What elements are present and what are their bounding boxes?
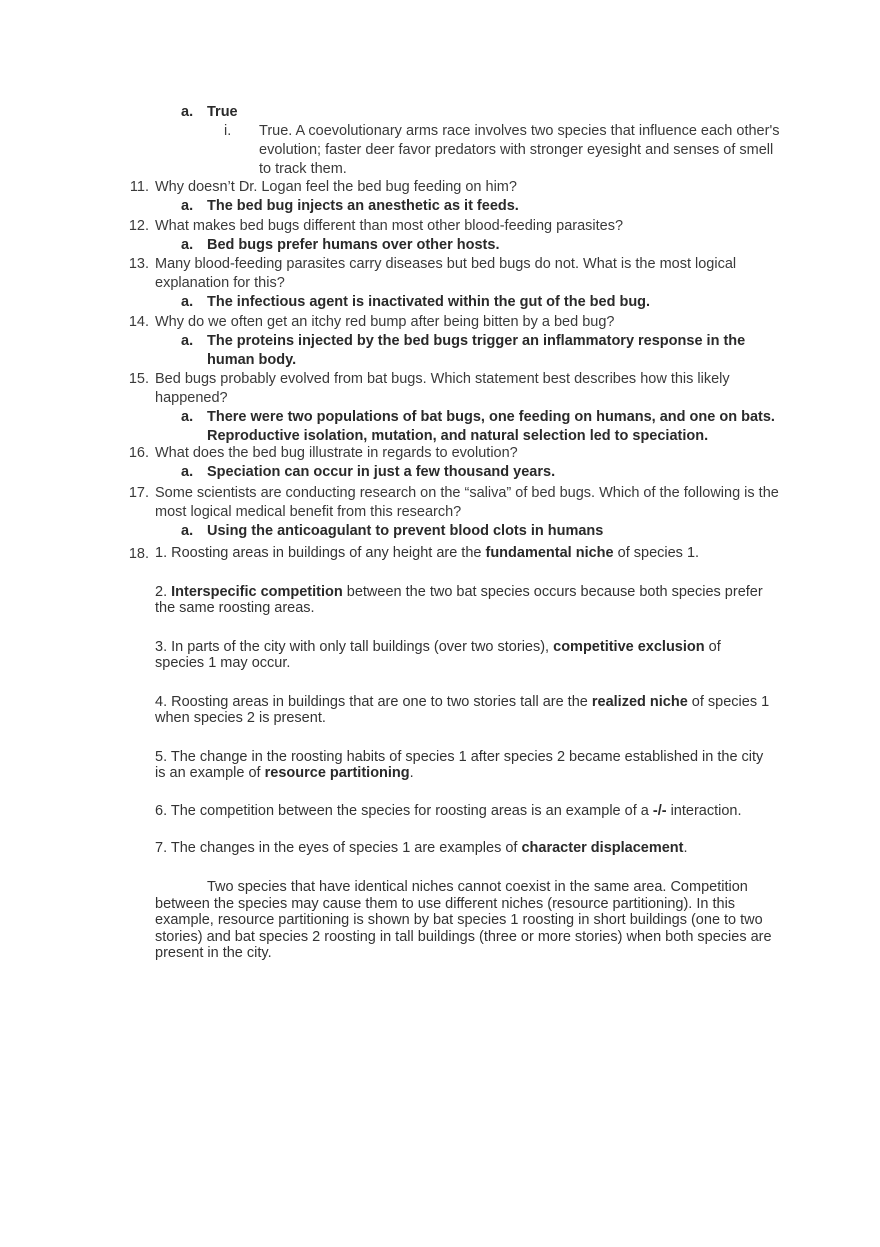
explanation-line: evolution; faster deer favor predators with stronger eyesight and senses of smell <box>259 142 774 158</box>
answer-marker: a. <box>181 523 194 539</box>
paragraph-line: Two species that have identical niches cannot coexist in the same area. Competition <box>207 879 748 895</box>
answer-marker: a. <box>181 104 194 120</box>
paragraph-line: example, resource partitioning is shown by bat species 1 roosting in short buildings (one to two <box>155 912 763 928</box>
key-term: resource partitioning <box>264 765 410 781</box>
answer-marker: a. <box>181 333 194 349</box>
answer-text: The bed bug injects an anesthetic as it feeds. <box>207 198 519 214</box>
paragraph-line: present in the city. <box>155 945 272 961</box>
key-term: realized niche <box>591 694 688 710</box>
answer-text: The proteins injected by the bed bugs trigger an inflammatory response in the <box>207 333 746 349</box>
key-term: -/- <box>652 803 667 819</box>
paragraph-line: between the species may cause them to use different niches (resource partitioning). In this <box>155 895 736 912</box>
answer-marker: a. <box>181 237 194 253</box>
statement-line: 2. Interspecific competition between the two bat species occurs because both species prefer <box>155 584 763 600</box>
statement-line: 4. Roosting areas in buildings that are one to two stories tall are the realized niche of species 1 <box>155 694 770 710</box>
statement-line: is an example of resource partitioning. <box>155 765 414 781</box>
answer-marker: a. <box>181 464 194 480</box>
statement-line: when species 2 is present. <box>155 710 326 726</box>
question-number: 12. <box>128 218 149 234</box>
answer-marker: a. <box>181 198 194 214</box>
question-text: explanation for this? <box>155 275 285 291</box>
question-text: happened? <box>155 390 228 406</box>
statement-line: 7. The changes in the eyes of species 1 are examples of character displacement. <box>155 840 688 856</box>
statement-line: 5. The change in the roosting habits of species 1 after species 2 became established in the city <box>155 749 764 765</box>
question-text: Why do we often get an itchy red bump after being bitten by a bed bug? <box>155 314 615 330</box>
key-term: fundamental niche <box>485 545 614 561</box>
question-number: 18. <box>128 546 149 562</box>
paragraph-line: stories) and bat species 2 roosting in tall buildings (three or more stories) when both species are <box>155 928 772 945</box>
question-text: What makes bed bugs different than most other blood-feeding parasites? <box>155 218 624 234</box>
statement-line: species 1 may occur. <box>155 655 291 671</box>
statement-line: 3. In parts of the city with only tall buildings (over two stories), competitive exclusion of <box>155 639 721 655</box>
question-number: 14. <box>128 314 149 330</box>
explanation-line: to track them. <box>259 161 347 177</box>
question-text: most logical medical benefit from this research? <box>155 504 462 520</box>
statement-line: 6. The competition between the species for roosting areas is an example of a -/- interaction. <box>155 803 742 819</box>
answer-marker: a. <box>181 294 194 310</box>
question-text: Why doesn’t Dr. Logan feel the bed bug feeding on him? <box>155 179 517 195</box>
sub-marker: i. <box>224 123 232 139</box>
answer-text: There were two populations of bat bugs, one feeding on humans, and one on bats. <box>207 409 775 425</box>
question-number: 11. <box>129 179 149 195</box>
answer-text: Using the anticoagulant to prevent blood clots in humans <box>207 523 604 539</box>
answer-text: True <box>207 104 238 120</box>
statement-line: the same roosting areas. <box>155 600 315 616</box>
question-number: 15. <box>128 371 149 387</box>
question-text: Some scientists are conducting research on the “saliva” of bed bugs. Which of the following is the <box>155 485 779 501</box>
answer-text: human body. <box>207 352 297 368</box>
key-term: competitive exclusion <box>553 639 705 655</box>
answer-text: The infectious agent is inactivated within the gut of the bed bug. <box>207 294 651 310</box>
key-term: Interspecific competition <box>171 584 343 600</box>
question-number: 13. <box>128 256 149 272</box>
question-text: What does the bed bug illustrate in regards to evolution? <box>155 445 518 461</box>
question-text: Many blood-feeding parasites carry diseases but bed bugs do not. What is the most logical <box>155 256 737 272</box>
answer-marker: a. <box>181 409 194 425</box>
question-number: 16. <box>128 445 149 461</box>
answer-text: Speciation can occur in just a few thousand years. <box>207 464 556 480</box>
question-text: Bed bugs probably evolved from bat bugs. Which statement best describes how this likely <box>155 371 730 387</box>
statement-line: 1. Roosting areas in buildings of any height are the fundamental niche of species 1. <box>155 545 700 561</box>
question-number: 17. <box>128 485 149 501</box>
answer-text: Bed bugs prefer humans over other hosts. <box>207 237 500 253</box>
explanation-line: True. A coevolutionary arms race involves two species that influence each other's <box>259 123 780 139</box>
key-term: character displacement <box>521 840 684 856</box>
answer-text: Reproductive isolation, mutation, and natural selection led to speciation. <box>207 428 709 444</box>
